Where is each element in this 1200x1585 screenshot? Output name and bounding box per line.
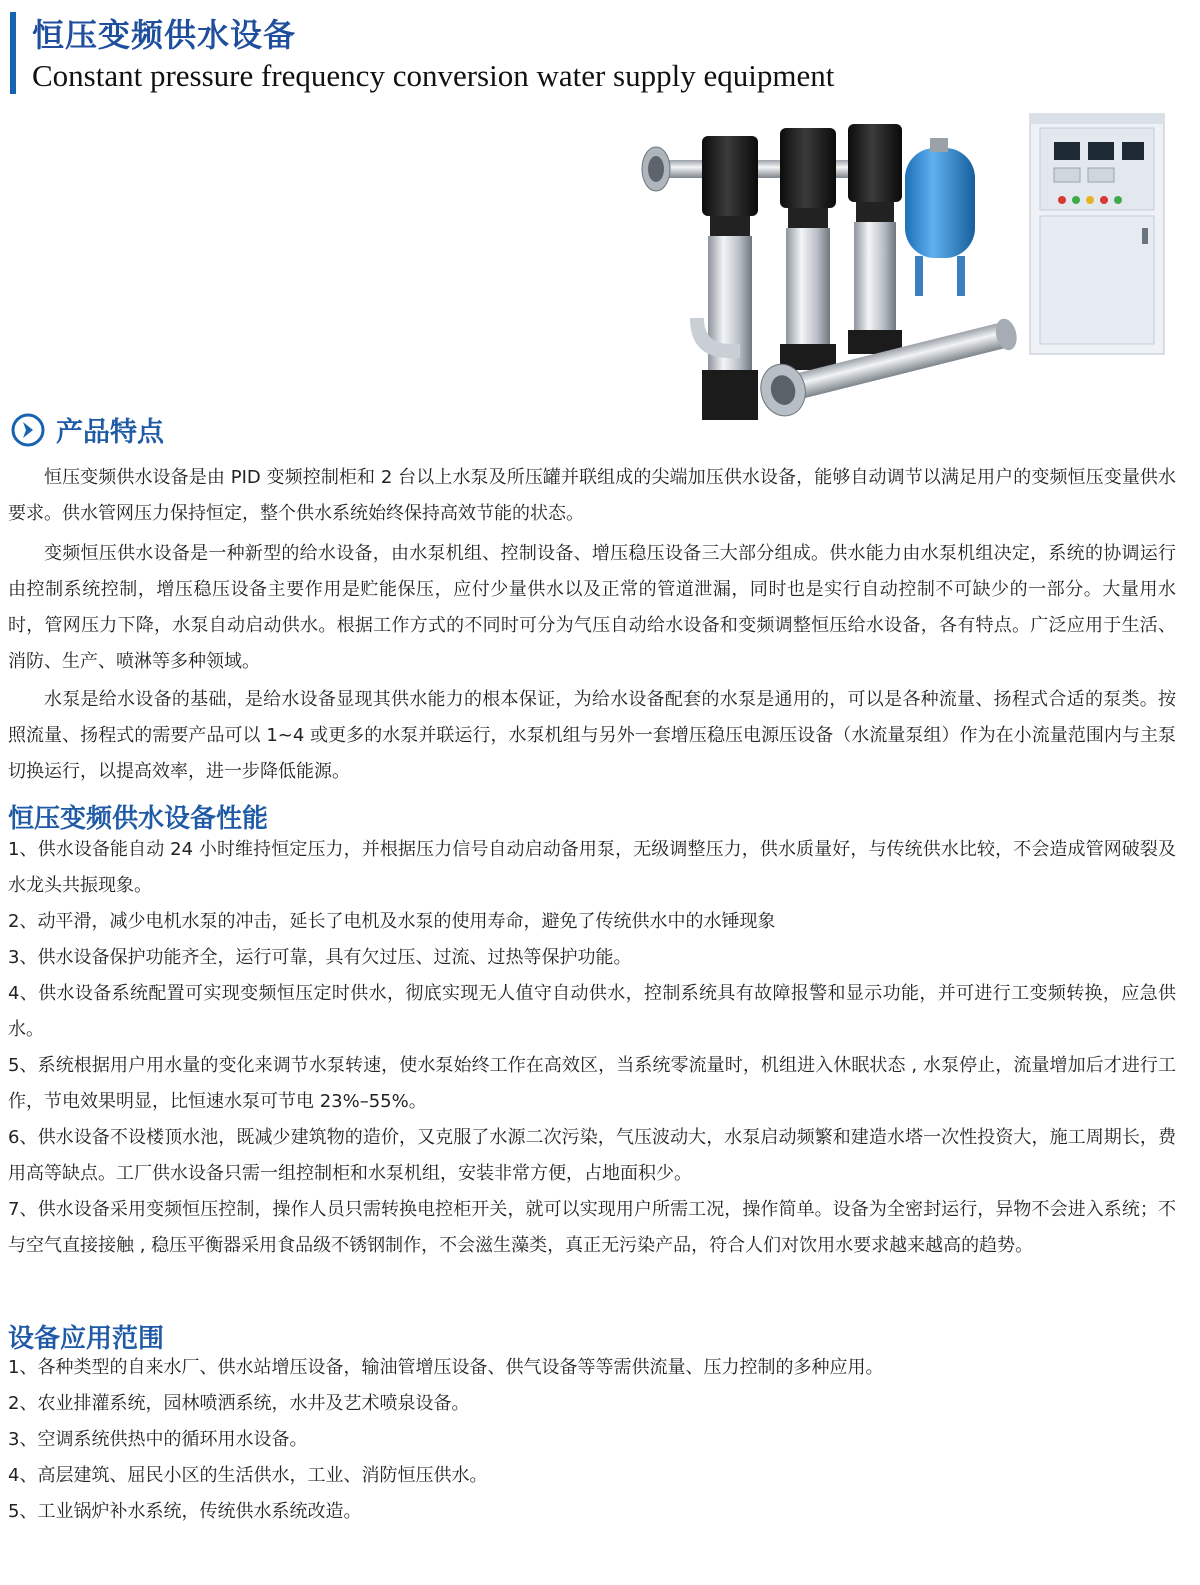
list-item: 7、供水设备采用变频恒压控制，操作人员只需转换电控柜开关，就可以实现用户所需工况，操作简单。设备为全密封运行，异物不会进入系统；不与空气直接接触 , 稳压平衡器采用食品级不锈钢制作，不会滋生藻类，真正无污染产品，符合人们对饮用水要求越来越高的趋势。 xyxy=(8,1199,1176,1256)
list-item: 5、系统根据用户用水量的变化来调节水泵转速，使水泵始终工作在高效区，当系统零流量时，机组进入休眠状态 , 水泵停止，流量增加后才进行工作，节电效果明显，比恒速水泵可节电 23%–55%。 xyxy=(8,1055,1176,1112)
list-item: 2、动平滑，减少电机水泵的冲击，延长了电机及水泵的使用寿命，避免了传统供水中的水锤现象 xyxy=(8,911,776,932)
control-cabinet xyxy=(1030,114,1164,354)
features-paragraph: 水泵是给水设备的基础，是给水设备显现其供水能力的根本保证，为给水设备配套的水泵是通用的，可以是各种流量、扬程式合适的泵类。按照流量、扬程式的需要产品可以 1~4 或更多的水泵并联运行，水泵机组与另外一套增压稳压电源压设备（水流量泵组）作为在小流量范围内与主泵切换运行，以提高效率，进一步降低能源。 xyxy=(8,689,1176,782)
list-item: 6、供水设备不设楼顶水池，既减少建筑物的造价，又克服了水源二次污染，气压波动大，水泵启动频繁和建造水塔一次性投资大，施工周期长，费用高等缺点。工厂供水设备只需一组控制柜和水泵机组，安装非常方便，占地面积少。 xyxy=(8,1127,1176,1184)
circle-arrow-icon xyxy=(10,412,46,448)
page-title: 恒压变频供水设备 xyxy=(32,16,297,54)
list-item: 3、空调系统供热中的循环用水设备。 xyxy=(8,1429,308,1450)
list-item: 1、各种类型的自来水厂、供水站增压设备，输油管增压设备、供气设备等等需供流量、压力控制的多种应用。 xyxy=(8,1357,884,1378)
pump-unit xyxy=(702,136,758,420)
list-item: 4、高层建筑、屈民小区的生活供水，工业、消防恒压供水。 xyxy=(8,1465,488,1486)
section-features-heading xyxy=(10,410,164,449)
product-image xyxy=(630,108,1170,428)
list-item: 3、供水设备保护功能齐全，运行可靠，具有欠过压、过流、过热等保护功能。 xyxy=(8,947,632,968)
list-item: 4、供水设备系统配置可实现变频恒压定时供水，彻底实现无人值守自动供水，控制系统具有故障报警和显示功能，并可进行工变频转换，应急供水。 xyxy=(8,983,1176,1040)
section-application-title: 设备应用范围 xyxy=(8,1324,165,1354)
features-paragraph: 变频恒压供水设备是一种新型的给水设备，由水泵机组、控制设备、增压稳压设备三大部分组成。供水能力由水泵机组决定，系统的协调运行由控制系统控制，增压稳压设备主要作用是贮能保压，应付少量供水以及正常的管道泄漏，同时也是实行自动控制不可缺少的一部分。大量用水时，管网压力下降，水泵自动启动供水。根据工作方式的不同时可分为气压自动给水设备和变频调整恒压给水设备，各有特点。广泛应用于生活、消防、生产、喷淋等多种领域。 xyxy=(8,543,1176,672)
page-subtitle-english: Constant pressure frequency conversion water supply equipment xyxy=(32,58,835,93)
list-item: 2、农业排灌系统，园林喷洒系统，水井及艺术喷泉设备。 xyxy=(8,1393,470,1414)
pump-unit xyxy=(848,124,902,354)
section-performance-title: 恒压变频供水设备性能 xyxy=(8,804,269,834)
performance-list xyxy=(8,832,1176,1264)
list-item: 1、供水设备能自动 24 小时维持恒定压力，并根据压力信号自动启动备用泵，无级调整压力，供水质量好，与传统供水比较，不会造成管网破裂及水龙头共振现象。 xyxy=(8,839,1176,896)
features-paragraph: 恒压变频供水设备是由 PID 变频控制柜和 2 台以上水泵及所压罐并联组成的尖端加压供水设备，能够自动调节以满足用户的变频恒压变量供水要求。供水管网压力保持恒定，整个供水系统始终保持高效节能的状态。 xyxy=(8,467,1176,524)
pump-unit xyxy=(780,128,836,370)
title-accent-bar xyxy=(10,12,16,94)
application-list xyxy=(8,1350,1176,1530)
section-features-title: 产品特点 xyxy=(56,417,164,448)
list-item: 5、工业锅炉补水系统，传统供水系统改造。 xyxy=(8,1501,362,1522)
pressure-tank xyxy=(905,138,975,296)
